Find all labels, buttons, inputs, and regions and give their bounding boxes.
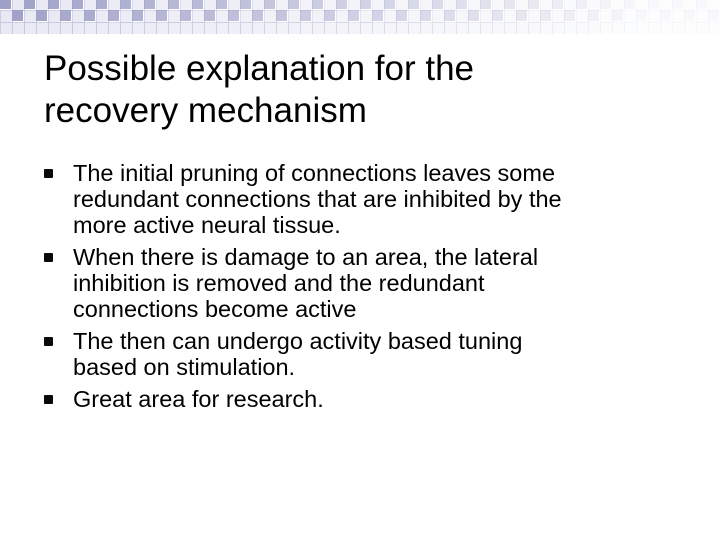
list-item: [44, 386, 684, 412]
checker-square: [396, 10, 407, 21]
bullet-text: [73, 244, 684, 322]
checker-square: [516, 10, 527, 21]
bullet-line: The initial pruning of connections leaves some: [73, 160, 556, 186]
square-bullet-icon: [44, 337, 53, 346]
checker-square: [0, 0, 11, 9]
checker-square: [672, 0, 683, 9]
bullet-line: connections become active: [73, 296, 357, 322]
checker-square: [468, 10, 479, 21]
bullet-text: [73, 160, 684, 238]
checker-square: [492, 10, 503, 21]
checker-square: [456, 0, 467, 9]
checker-square: [264, 0, 275, 9]
checker-square: [540, 10, 551, 21]
checker-square: [192, 0, 203, 9]
checker-square: [408, 0, 419, 9]
list-item: [44, 160, 684, 238]
square-bullet-icon: [44, 395, 53, 404]
checker-square: [348, 10, 359, 21]
checker-square: [108, 10, 119, 21]
checker-square: [72, 0, 83, 9]
checker-square: [312, 0, 323, 9]
checker-square: [444, 10, 455, 21]
checker-square: [12, 10, 23, 21]
square-bullet-icon: [44, 253, 53, 262]
checker-square: [696, 0, 707, 9]
checker-square: [588, 10, 599, 21]
checker-square: [156, 10, 167, 21]
list-item: [44, 328, 684, 380]
square-bullet-icon: [44, 169, 53, 178]
checker-square: [168, 0, 179, 9]
bullet-line: more active neural tissue.: [73, 212, 341, 238]
checker-square: [624, 0, 635, 9]
bullet-line: based on stimulation.: [73, 354, 296, 380]
checker-square: [600, 0, 611, 9]
checker-square: [336, 0, 347, 9]
checker-square: [648, 0, 659, 9]
checker-square: [384, 0, 395, 9]
checker-square: [552, 0, 563, 9]
checker-square: [180, 10, 191, 21]
checker-square: [60, 10, 71, 21]
bullet-line: When there is damage to an area, the lateral: [73, 244, 539, 270]
bullet-list: [44, 160, 684, 418]
checker-square: [612, 10, 623, 21]
bullet-text: [73, 328, 684, 380]
checker-square: [360, 0, 371, 9]
checker-square: [504, 0, 515, 9]
checker-square: [36, 10, 47, 21]
checker-square: [216, 0, 227, 9]
checker-square: [528, 0, 539, 9]
checker-square: [372, 10, 383, 21]
checker-square: [276, 10, 287, 21]
checker-square: [708, 22, 720, 34]
checker-square: [300, 10, 311, 21]
checker-square: [204, 10, 215, 21]
checker-square: [480, 0, 491, 9]
bullet-line: inhibition is removed and the redundant: [73, 270, 485, 296]
checker-square: [240, 0, 251, 9]
checker-square: [252, 10, 263, 21]
checkered-header-pattern: [0, 0, 720, 34]
checker-square: [96, 0, 107, 9]
checker-square: [144, 0, 155, 9]
checker-square: [636, 10, 647, 21]
checker-square: [660, 10, 671, 21]
checker-square: [684, 10, 695, 21]
checker-square: [228, 10, 239, 21]
checker-square: [132, 10, 143, 21]
bullet-text: [73, 386, 684, 412]
bullet-line: The then can undergo activity based tuning: [73, 328, 523, 354]
checker-square: [708, 10, 719, 21]
slide-title: [44, 48, 684, 132]
checker-square: [288, 0, 299, 9]
bullet-line: Great area for research.: [73, 386, 324, 412]
checker-square: [24, 0, 35, 9]
checker-square: [120, 0, 131, 9]
checker-square: [48, 0, 59, 9]
checker-square: [84, 10, 95, 21]
slide-title-line-1: Possible explanation for the: [44, 49, 474, 88]
list-item: [44, 244, 684, 322]
checker-square: [432, 0, 443, 9]
checker-square: [564, 10, 575, 21]
checker-square: [576, 0, 587, 9]
bullet-line: redundant connections that are inhibited by the: [73, 186, 562, 212]
slide-title-line-2: recovery mechanism: [44, 91, 367, 130]
checker-square: [324, 10, 335, 21]
checker-square: [420, 10, 431, 21]
